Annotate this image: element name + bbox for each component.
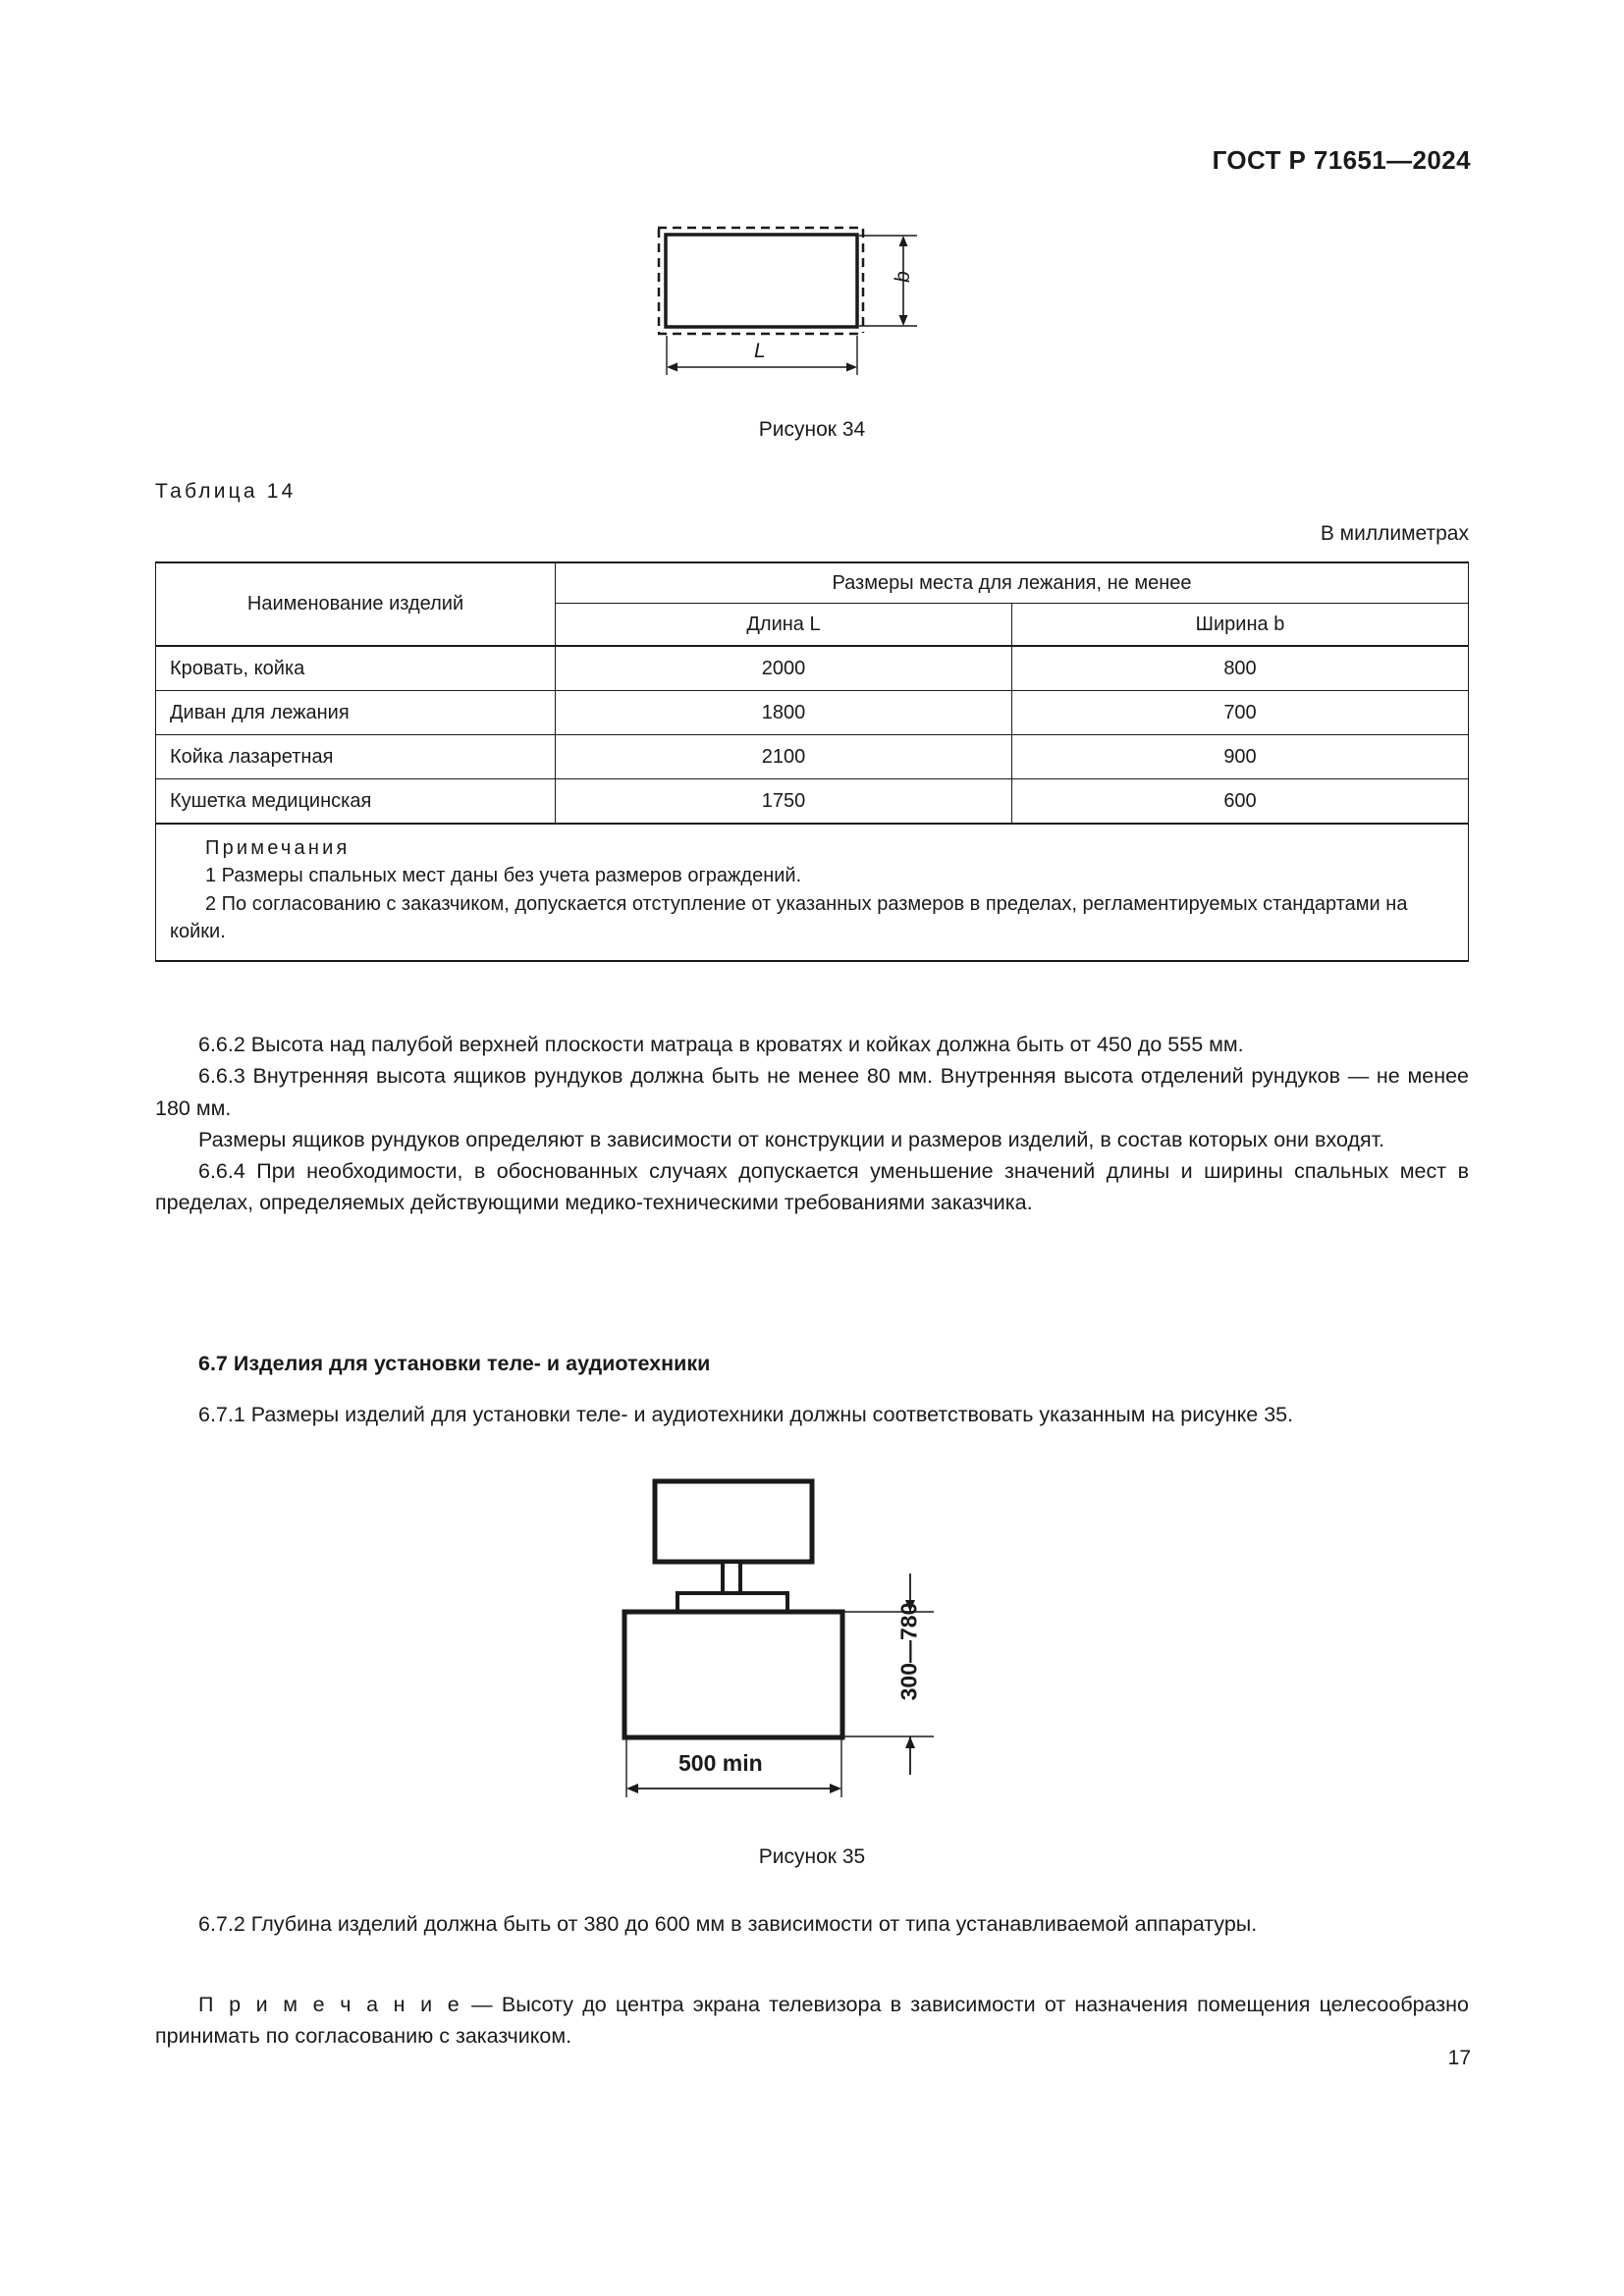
table-header-name: Наименование изделий bbox=[156, 562, 556, 646]
table-note-item: 2 По согласованию с заказчиком, допускается отступление от указанных размеров в пределах, регламентируемых стандартами на койки. bbox=[170, 892, 1408, 943]
cell-length: 2000 bbox=[556, 646, 1012, 691]
figure-34-caption: Рисунок 34 bbox=[758, 418, 866, 441]
cell-product-name: Кушетка медицинская bbox=[156, 779, 556, 825]
clause-group-6-7-1 bbox=[155, 1399, 1469, 1430]
table-14 bbox=[155, 561, 1469, 962]
table-note-item: 1 Размеры спальных мест даны без учета размеров ограждений. bbox=[205, 865, 802, 887]
figure-34-width-label: b bbox=[891, 271, 914, 283]
clause-6-6-3-continuation: Размеры ящиков рундуков определяют в зависимости от конструкции и размеров изделий, в состав которых они входят. bbox=[198, 1127, 1385, 1151]
page-number: 17 bbox=[1447, 2047, 1471, 2069]
cell-width: 700 bbox=[1012, 691, 1469, 735]
page-header-standard-number: ГОСТ Р 71651—2024 bbox=[1212, 145, 1471, 175]
cell-product-name: Кровать, койка bbox=[156, 646, 556, 691]
clause-6-7-1: 6.7.1 Размеры изделий для установки теле- и аудиотехники должны соответствовать указанным на рисунке 35. bbox=[198, 1403, 1294, 1426]
figure-35-caption: Рисунок 35 bbox=[758, 1845, 866, 1868]
figure-35-width-label: 500 min bbox=[678, 1750, 763, 1776]
table-header-length: Длина L bbox=[556, 604, 1012, 647]
figure-34-drawing bbox=[650, 218, 974, 385]
cell-product-name: Диван для лежания bbox=[156, 691, 556, 735]
figure-35 bbox=[0, 1468, 1624, 1821]
cell-length: 2100 bbox=[556, 735, 1012, 779]
table-notes-row bbox=[156, 824, 1469, 961]
section-6-7-heading: 6.7 Изделия для установки теле- и аудиотехники bbox=[198, 1352, 711, 1375]
clause-group-6-6 bbox=[155, 1029, 1469, 1219]
table-header-group: Размеры места для лежания, не менее bbox=[556, 562, 1469, 604]
clause-6-7-2: 6.7.2 Глубина изделий должна быть от 380 до 600 мм в зависимости от типа устанавливаемой аппаратуры. bbox=[198, 1912, 1258, 1936]
note-6-7-paragraph bbox=[155, 1989, 1469, 2053]
table-14-units: В миллиметрах bbox=[1320, 522, 1469, 545]
cell-width: 800 bbox=[1012, 646, 1469, 691]
table-header-width: Ширина b bbox=[1012, 604, 1469, 647]
clause-6-6-4: 6.6.4 При необходимости, в обоснованных случаях допускается уменьшение значений длины и ширины спальных мест в пределах, определяемых действующими медико-техническими требованиями заказчика. bbox=[155, 1159, 1469, 1215]
table-row bbox=[156, 779, 1469, 825]
table-row bbox=[156, 646, 1469, 691]
cell-length: 1800 bbox=[556, 691, 1012, 735]
figure-35-height-label: 300—780 bbox=[895, 1602, 922, 1701]
clause-6-6-2: 6.6.2 Высота над палубой верхней плоскости матраца в кроватях и койках должна быть от 450 до 555 мм. bbox=[198, 1033, 1244, 1056]
table-row bbox=[156, 691, 1469, 735]
cell-width: 600 bbox=[1012, 779, 1469, 825]
figure-34-length-label: L bbox=[754, 340, 766, 362]
figure-35-drawing bbox=[606, 1468, 1018, 1821]
note-6-7-title: П р и м е ч а н и е bbox=[198, 1993, 462, 2016]
figure-34 bbox=[0, 218, 1624, 385]
table-row bbox=[156, 735, 1469, 779]
note-section-6-7 bbox=[155, 1989, 1469, 2053]
section-6-7 bbox=[155, 1348, 1469, 1379]
clause-group-6-7-2 bbox=[155, 1908, 1469, 1940]
cell-length: 1750 bbox=[556, 779, 1012, 825]
table-notes-title: Примечания bbox=[205, 837, 351, 859]
cell-width: 900 bbox=[1012, 735, 1469, 779]
table-notes bbox=[156, 824, 1469, 961]
cell-product-name: Койка лазаретная bbox=[156, 735, 556, 779]
note-6-7-body: — Высоту до центра экрана телевизора в зависимости от назначения помещения целесообразно принимать по согласованию с заказчиком. bbox=[155, 1993, 1469, 2049]
table-14-label: Таблица 14 bbox=[155, 480, 297, 503]
clause-6-6-3: 6.6.3 Внутренняя высота ящиков рундуков должна быть не менее 80 мм. Внутренняя высота отделений рундуков — не менее 180 мм. bbox=[155, 1064, 1469, 1120]
